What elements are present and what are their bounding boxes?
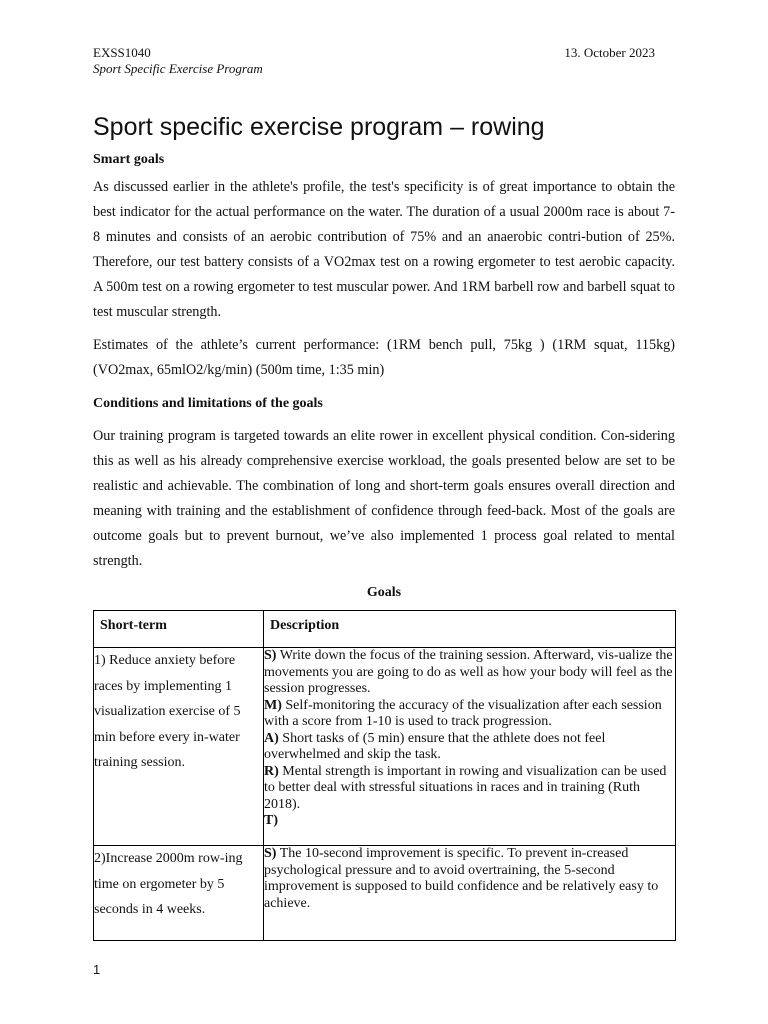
smart-text-s: The 10-second improvement is specific. To prevent in-creased psychological pressure and to avoid overtraining, the 5-second improvement is supposed to build confidence and be relatively easy to achieve. xyxy=(264,846,659,911)
header-date: 13. October 2023 xyxy=(564,45,655,60)
table-row xyxy=(94,648,676,846)
smart-label-t: T) xyxy=(264,813,278,828)
smart-label-m: M) xyxy=(264,697,282,713)
smart-text-a: Short tasks of (5 min) ensure that the athlete does not feel overwhelmed and skip the task. xyxy=(264,730,606,762)
column-header-short-term: Short-term xyxy=(94,611,264,648)
goal-cell: 1) Reduce anxiety before races by implementing 1 visualization exercise of 5 min before every in-water training session. xyxy=(94,648,264,846)
conditions-paragraph: Our training program is targeted towards an elite rower in excellent physical condition. Con-sidering this as well as his already comprehensive exercise workload, the goals presented below are set to be realistic and achievable. The combination of long and short-term goals ensures overall direction and meaning with training and the establishment of confidence through feed-back. Most of the goals are outcome goals but to prevent burnout, we’ve also implemented 1 process goal related to mental strength. xyxy=(93,428,675,569)
smart-label-r: R) xyxy=(264,763,279,779)
smart-label-s: S) xyxy=(264,648,277,663)
goals-table-caption: Goals xyxy=(366,585,402,600)
smart-goals-paragraph-2: Estimates of the athlete’s current performance: (1RM bench pull, 75kg ) (1RM squat, 115kg) (VO2max, 65mlO2/kg/min) (500m time, 1:35 min) xyxy=(93,337,675,378)
header-course-code: EXSS1040 xyxy=(93,45,151,60)
smart-text-s: Write down the focus of the training session. Afterward, vis-ualize the movements you are going to do as well as how your body will feel as the session progresses. xyxy=(264,648,673,696)
table-header-row xyxy=(94,611,676,648)
page-title: Sport specific exercise program – rowing xyxy=(93,113,545,141)
goal-cell: 2)Increase 2000m row-ing time on ergometer by 5 seconds in 4 weeks. xyxy=(94,846,264,941)
column-header-description: Description xyxy=(264,611,676,648)
goals-table xyxy=(93,610,676,941)
smart-goals-paragraph-1: As discussed earlier in the athlete's profile, the test's specificity is of great importance to obtain the best indicator for the actual performance on the water. The duration of a usual 2000m race is about 7-8 minutes and consists of an aerobic contribution of 75% and an anaerobic contri-bution of 25%. Therefore, our test battery consists of a VO2max test on a rowing ergometer to test aerobic capacity. A 500m test on a rowing ergometer to test muscular power. And 1RM barbell row and barbell squat to test muscular strength. xyxy=(93,179,675,320)
smart-goals-heading: Smart goals xyxy=(93,152,165,167)
smart-label-a: A) xyxy=(264,730,279,746)
smart-text-m: Self-monitoring the accuracy of the visualization after each session with a score from 1-10 is used to track progression. xyxy=(264,697,662,729)
smart-text-r: Mental strength is important in rowing and visualization can be used to better deal with stressful situations in races and in training (Ruth 2018). xyxy=(264,763,667,812)
description-cell xyxy=(264,648,676,846)
table-row xyxy=(94,846,676,941)
conditions-heading: Conditions and limitations of the goals xyxy=(93,396,323,411)
description-cell xyxy=(264,846,676,941)
page-number: 1 xyxy=(93,962,101,977)
smart-label-s: S) xyxy=(264,846,277,861)
header-subtitle: Sport Specific Exercise Program xyxy=(93,61,263,76)
